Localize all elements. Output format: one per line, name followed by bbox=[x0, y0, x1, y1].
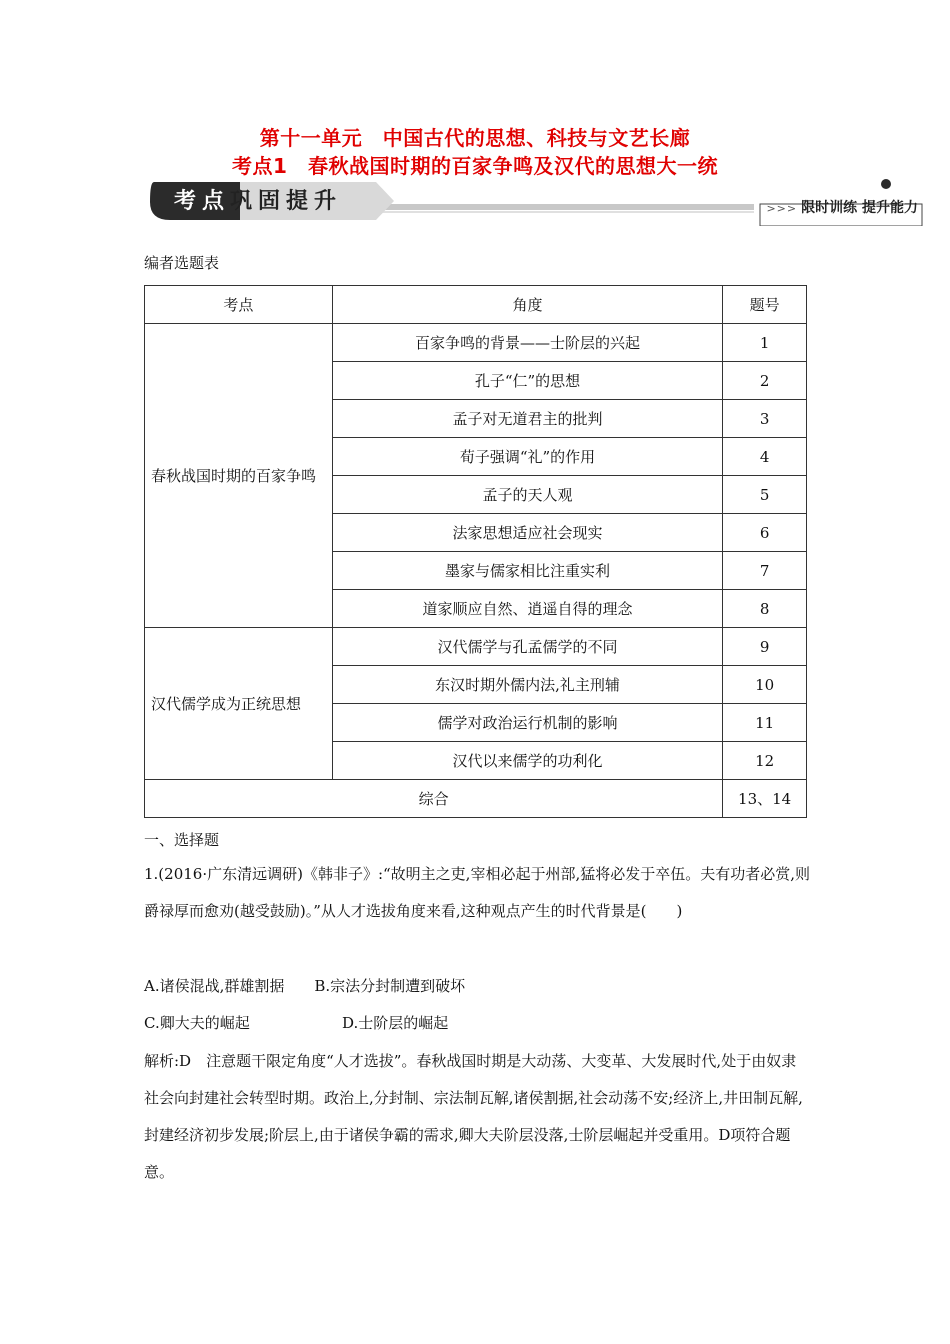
angle-cell: 东汉时期外儒内法,礼主刑辅 bbox=[332, 666, 723, 704]
number-cell: 4 bbox=[723, 438, 807, 476]
topic-table bbox=[144, 285, 807, 818]
banner-tag bbox=[766, 197, 918, 217]
number-cell: 2 bbox=[723, 362, 807, 400]
table-row bbox=[145, 324, 807, 362]
angle-cell: 法家思想适应社会现实 bbox=[332, 514, 723, 552]
angle-cell: 孔子“仁”的思想 bbox=[332, 362, 723, 400]
table-header-row bbox=[145, 286, 807, 324]
header-cell-angle: 角度 bbox=[332, 286, 723, 324]
check-icon bbox=[881, 179, 891, 189]
arrows-icon: >>> bbox=[766, 202, 798, 215]
summary-label: 综合 bbox=[145, 780, 723, 818]
table-caption: 编者选题表 bbox=[144, 254, 220, 272]
badge-dark-text: 考点 bbox=[174, 189, 231, 214]
options-row-1 bbox=[144, 968, 810, 1005]
number-cell: 5 bbox=[723, 476, 807, 514]
option-b: B.宗法分封制遭到破坏 bbox=[314, 977, 466, 995]
header-cell-number: 题号 bbox=[723, 286, 807, 324]
angle-cell: 道家顺应自然、逍遥自得的理念 bbox=[332, 590, 723, 628]
option-d: D.士阶层的崛起 bbox=[342, 1014, 449, 1032]
table-row bbox=[145, 628, 807, 666]
summary-row bbox=[145, 780, 807, 818]
options-row-2 bbox=[144, 1005, 810, 1042]
number-cell: 7 bbox=[723, 552, 807, 590]
number-cell: 6 bbox=[723, 514, 807, 552]
number-cell: 10 bbox=[723, 666, 807, 704]
header-cell-topic: 考点 bbox=[145, 286, 333, 324]
angle-cell: 荀子强调“礼”的作用 bbox=[332, 438, 723, 476]
banner-tag-label: 限时训练 提升能力 bbox=[801, 200, 918, 216]
number-cell: 1 bbox=[723, 324, 807, 362]
angle-cell: 儒学对政治运行机制的影响 bbox=[332, 704, 723, 742]
unit-title: 第十一单元 中国古代的思想、科技与文艺长廊 bbox=[259, 126, 691, 150]
badge-light-text: 巩固提升 bbox=[230, 189, 343, 214]
number-cell: 9 bbox=[723, 628, 807, 666]
angle-cell: 汉代以来儒学的功利化 bbox=[332, 742, 723, 780]
group-label: 春秋战国时期的百家争鸣 bbox=[145, 324, 333, 628]
angle-cell: 汉代儒学与孔孟儒学的不同 bbox=[332, 628, 723, 666]
group-label: 汉代儒学成为正统思想 bbox=[145, 628, 333, 780]
angle-cell: 百家争鸣的背景——士阶层的兴起 bbox=[332, 324, 723, 362]
option-c: C.卿大夫的崛起 bbox=[144, 1014, 250, 1032]
section-banner bbox=[144, 178, 924, 226]
question-stem: 1.(2016·广东清远调研)《韩非子》:“故明主之吏,宰相必起于州部,猛将必发于卒伍。夫有功者必赏,则爵禄厚而愈劝(越受鼓励)。”从人才选拔角度来看,这种观点产生的时代背景是( ) bbox=[144, 865, 810, 920]
number-cell: 8 bbox=[723, 590, 807, 628]
topic-title: 考点1 春秋战国时期的百家争鸣及汉代的思想大一统 bbox=[232, 154, 718, 178]
angle-cell: 墨家与儒家相比注重实利 bbox=[332, 552, 723, 590]
number-cell: 3 bbox=[723, 400, 807, 438]
number-cell: 12 bbox=[723, 742, 807, 780]
answer-analysis: 解析:D 注意题干限定角度“人才选拔”。春秋战国时期是大动荡、大变革、大发展时代,处于由奴隶社会向封建社会转型时期。政治上,分封制、宗法制瓦解,诸侯割据,社会动荡不安;经济上,井田制瓦解,封建经济初步发展;阶层上,由于诸侯争霸的需求,卿大夫阶层没落,士阶层崛起并受重用。D项符合题意。 bbox=[144, 1052, 803, 1181]
section-heading: 一、选择题 bbox=[144, 831, 220, 849]
angle-cell: 孟子对无道君主的批判 bbox=[332, 400, 723, 438]
number-cell: 11 bbox=[723, 704, 807, 742]
angle-cell: 孟子的天人观 bbox=[332, 476, 723, 514]
summary-number: 13、14 bbox=[723, 780, 807, 818]
option-a: A.诸侯混战,群雄割据 bbox=[144, 977, 285, 995]
